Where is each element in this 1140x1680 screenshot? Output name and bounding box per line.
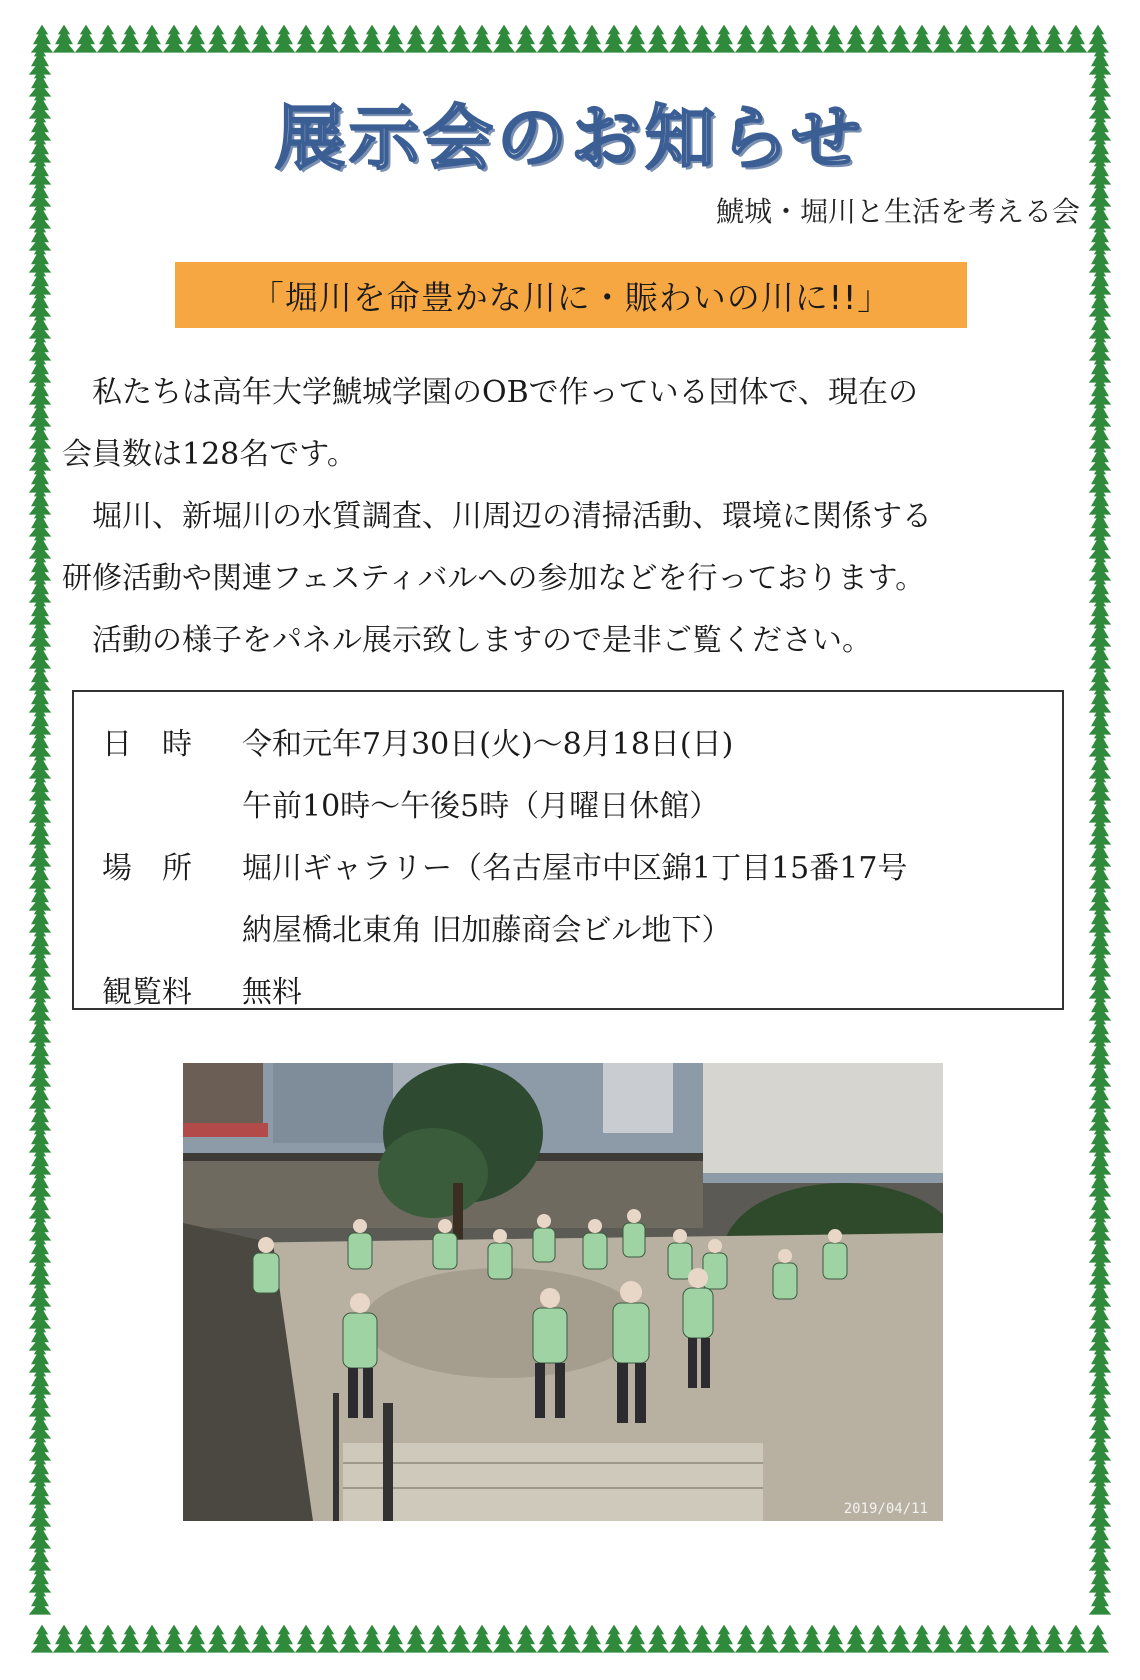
tree-icon (581, 25, 603, 53)
tree-icon (669, 1625, 691, 1653)
tree-icon (537, 25, 559, 53)
page-title: 展示会のお知らせ (275, 97, 865, 179)
intro-text (62, 362, 1092, 672)
tree-icon (779, 1625, 801, 1653)
tree-icon (757, 25, 779, 53)
tree-icon (515, 25, 537, 53)
tree-icon (97, 1625, 119, 1653)
tree-icon (1021, 1625, 1043, 1653)
tree-icon (735, 1625, 757, 1653)
tree-icon (955, 1625, 977, 1653)
tree-icon (603, 25, 625, 53)
tree-icon (141, 1625, 163, 1653)
tree-icon (889, 1625, 911, 1653)
tree-icon (273, 25, 295, 53)
slogan-text: 「堀川を命豊かな川に・賑わいの川に!!」 (250, 277, 892, 317)
tree-icon (559, 25, 581, 53)
tree-icon (515, 1625, 537, 1653)
tree-icon (317, 25, 339, 53)
tree-icon (1043, 25, 1065, 53)
tree-icon (493, 1625, 515, 1653)
tree-icon (427, 1625, 449, 1653)
tree-icon (823, 1625, 845, 1653)
tree-icon (427, 25, 449, 53)
tree-icon (185, 25, 207, 53)
paragraph-line: 研修活動や関連フェスティバルへの参加などを行っております。 (62, 561, 926, 596)
tree-icon (955, 25, 977, 53)
tree-icon (449, 1625, 471, 1653)
tree-icon (97, 25, 119, 53)
tree-icon (823, 25, 845, 53)
tree-icon (933, 1625, 955, 1653)
tree-icon (625, 25, 647, 53)
tree-icon (691, 25, 713, 53)
tree-icon (669, 25, 691, 53)
place-row (102, 834, 1062, 896)
tree-icon (471, 25, 493, 53)
tree-icon (383, 1625, 405, 1653)
tree-icon (207, 1625, 229, 1653)
tree-icon (229, 25, 251, 53)
tree-icon (691, 1625, 713, 1653)
tree-icon (119, 1625, 141, 1653)
tree-icon (977, 25, 999, 53)
tree-icon (163, 1625, 185, 1653)
tree-icon (647, 1625, 669, 1653)
tree-icon (867, 1625, 889, 1653)
tree-icon (449, 25, 471, 53)
tree-icon (185, 1625, 207, 1653)
tree-icon (31, 25, 53, 53)
tree-icon (779, 25, 801, 53)
place-detail: 納屋橋北東角 旧加藤商会ビル地下） (242, 913, 732, 948)
tree-icon (1065, 25, 1087, 53)
tree-icon (1043, 1625, 1065, 1653)
event-info-box (72, 690, 1064, 1010)
tree-icon (735, 25, 757, 53)
tree-icon (361, 1625, 383, 1653)
tree-icon (713, 1625, 735, 1653)
tree-icon (163, 25, 185, 53)
tree-icon (801, 25, 823, 53)
tree-icon (911, 1625, 933, 1653)
tree-icon (317, 1625, 339, 1653)
tree-icon (933, 25, 955, 53)
tree-icon (295, 1625, 317, 1653)
organizer-name: 鯱城・堀川と生活を考える会 (715, 195, 1080, 228)
fee-value: 無料 (242, 975, 302, 1010)
tree-icon (141, 25, 163, 53)
tree-icon (801, 1625, 823, 1653)
tree-icon (31, 1625, 53, 1653)
tree-icon (977, 1625, 999, 1653)
tree-icon (251, 1625, 273, 1653)
tree-icon (537, 1625, 559, 1653)
tree-icon (361, 25, 383, 53)
photo-date-stamp: 2019/04/11 (843, 1501, 928, 1517)
tree-icon (845, 25, 867, 53)
tree-icon (559, 1625, 581, 1653)
place-value: 堀川ギャラリー（名古屋市中区錦1丁目15番17号 (242, 851, 908, 886)
tree-icon (581, 1625, 603, 1653)
place-row-2 (102, 896, 1062, 958)
tree-icon (713, 25, 735, 53)
tree-icon (405, 1625, 427, 1653)
tree-icon (383, 25, 405, 53)
tree-icon (207, 25, 229, 53)
date-value: 令和元年7月30日(火)～8月18日(日) (242, 727, 734, 762)
tree-icon (999, 25, 1021, 53)
tree-icon (339, 1625, 361, 1653)
tree-icon (75, 1625, 97, 1653)
tree-icon (251, 25, 273, 53)
tree-icon (999, 1625, 1021, 1653)
date-row (102, 710, 1062, 772)
tree-icon (757, 1625, 779, 1653)
tree-icon (493, 25, 515, 53)
tree-icon (53, 25, 75, 53)
activity-photo (183, 1063, 943, 1521)
paragraph-line: 私たちは高年大学鯱城学園のOBで作っている団体で、現在の (92, 375, 919, 410)
date-label: 日 時 (102, 727, 192, 762)
tree-icon (845, 1625, 867, 1653)
fee-row (102, 958, 1062, 1020)
tree-icon (625, 1625, 647, 1653)
tree-icon (889, 25, 911, 53)
tree-icon (295, 25, 317, 53)
time-row (102, 772, 1062, 834)
place-label: 場 所 (102, 851, 192, 886)
slogan-banner (175, 262, 967, 328)
tree-icon (75, 25, 97, 53)
fee-label: 観覧料 (102, 975, 192, 1010)
tree-icon (1021, 25, 1043, 53)
tree-icon (867, 25, 889, 53)
tree-icon (1087, 25, 1109, 53)
tree-icon (119, 25, 141, 53)
tree-icon (471, 1625, 493, 1653)
time-value: 午前10時～午後5時（月曜日休館） (242, 789, 720, 824)
tree-icon (603, 1625, 625, 1653)
tree-icon (339, 25, 361, 53)
paragraph-line: 堀川、新堀川の水質調査、川周辺の清掃活動、環境に関係する (92, 499, 932, 534)
tree-icon (647, 25, 669, 53)
tree-icon (273, 1625, 295, 1653)
paragraph-line: 会員数は128名です。 (62, 437, 357, 472)
activity-photo-illustration (183, 1063, 943, 1521)
tree-icon (1087, 1625, 1109, 1653)
tree-icon (405, 25, 427, 53)
tree-icon (1065, 1625, 1087, 1653)
tree-icon (911, 25, 933, 53)
tree-icon (229, 1625, 251, 1653)
paragraph-line: 活動の様子をパネル展示致しますので是非ご覧ください。 (92, 623, 872, 658)
tree-icon (53, 1625, 75, 1653)
